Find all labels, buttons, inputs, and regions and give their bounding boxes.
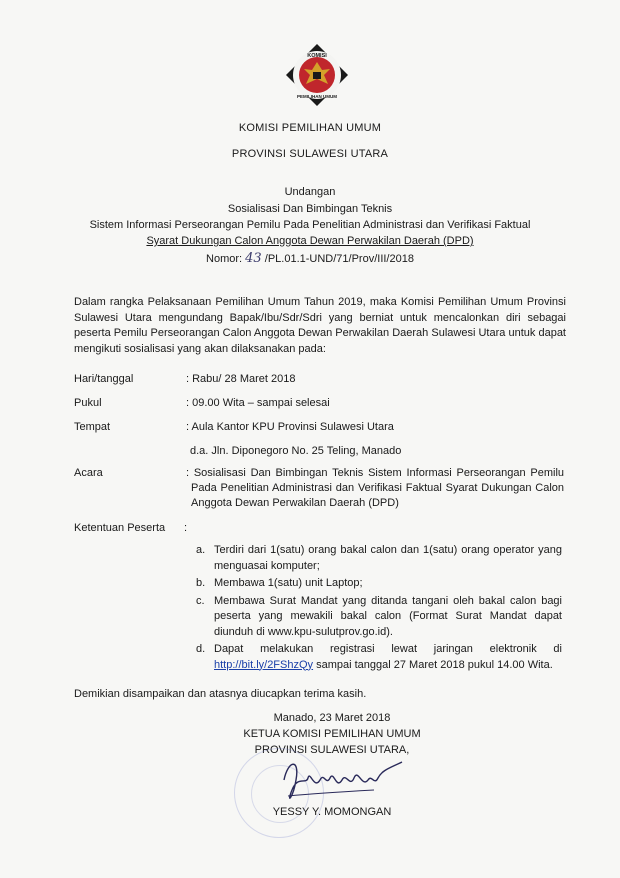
title-invitation: Undangan (284, 186, 336, 198)
terms-label: Ketentuan Peserta (74, 522, 166, 534)
item-letter: c. (196, 594, 205, 607)
item-text: sampai tanggal 27 Maret 2018 pukul 14.00 Wita. (316, 658, 553, 671)
date-label: Hari/tanggal (74, 373, 134, 385)
list-item (196, 576, 562, 592)
registration-link[interactable]: http://bit.ly/2FShzQy (214, 658, 314, 671)
nomor-handwritten: 43 (245, 251, 262, 266)
title-system: Sistem Informasi Perseorangan Pemilu Pada Penelitian Administrasi dan Verifikasi Faktual (89, 219, 531, 231)
sign-position-2: PROVINSI SULAWESI UTARA, (254, 744, 410, 756)
list-item (196, 543, 562, 574)
nomor-suffix: /PL.01.1-UND/71/Prov/III/2018 (264, 253, 414, 265)
sign-place-date: Manado, 23 Maret 2018 (273, 712, 391, 724)
list-item (196, 642, 562, 673)
org-name: KOMISI PEMILIHAN UMUM (238, 122, 382, 134)
event-value: : Sosialisasi Dan Bimbingan Teknis Sistem Informasi Perseorangan Pemilu Pada Penelitian Administrasi dan Verifikasi Faktual Syarat Dukungan Calon Anggota Dewan Perwakilan Daerah (DPD) (186, 467, 564, 509)
event-label: Acara (74, 467, 103, 479)
title-requirement: Syarat Dukungan Calon Anggota Dewan Perwakilan Daerah (DPD) (146, 235, 474, 247)
place-address: d.a. Jln. Diponegoro No. 25 Teling, Manado (190, 445, 402, 457)
date-value: : Rabu/ 28 Maret 2018 (186, 373, 296, 385)
item-letter: a. (196, 544, 206, 556)
item-text: Membawa 1(satu) unit Laptop; (214, 577, 363, 589)
title-event: Sosialisasi Dan Bimbingan Teknis (227, 203, 393, 215)
terms-list (196, 543, 562, 675)
item-letter: b. (196, 577, 206, 589)
place-label: Tempat (74, 421, 111, 433)
item-letter: d. (196, 643, 206, 655)
item-text: Membawa Surat Mandat yang ditanda tangani oleh bakal calon bagi peserta yang mewakili bakal calon (Format Surat Mandat dapat diunduh di www.kpu-sulutprov.go.id). (214, 594, 562, 638)
time-label: Pukul (74, 397, 102, 409)
sign-position-1: KETUA KOMISI PEMILIHAN UMUM (243, 728, 421, 740)
intro-paragraph: Dalam rangka Pelaksanaan Pemilihan Umum Tahun 2019, maka Komisi Pemilihan Umum Provinsi Sulawesi Utara mengundang Bapak/Ibu/Sdr/Sdri yang berniat untuk mencalonkan diri sebagai peserta Pemilu Perseorangan Calon Anggota Dewan Perwakilan Daerah Sulawesi Utara untuk dapat mengikuti sosialisasi yang akan dilaksanakan pada: (74, 296, 566, 355)
signatory-name: YESSY Y. MOMONGAN (272, 806, 392, 818)
terms-colon: : (184, 522, 188, 534)
kpu-logo (284, 42, 350, 108)
item-text: Dapat melakukan registrasi lewat jaringan elektronik di (214, 643, 562, 655)
list-item (196, 594, 562, 641)
closing-text: Demikian disampaikan dan atasnya diucapkan terima kasih. (74, 688, 367, 700)
letter-number (0, 251, 620, 266)
province-name: PROVINSI SULAWESI UTARA (231, 148, 389, 160)
place-value: : Aula Kantor KPU Provinsi Sulawesi Utara (186, 421, 394, 433)
time-value: : 09.00 Wita – sampai selesai (186, 397, 330, 409)
item-text: Terdiri dari 1(satu) orang bakal calon dan 1(satu) orang operator yang menguasai komputer; (214, 544, 562, 572)
logo-text-top: KOMISI (307, 53, 327, 59)
nomor-prefix: Nomor: (206, 253, 243, 265)
logo-text-bottom: PEMILIHAN UMUM (297, 94, 337, 99)
